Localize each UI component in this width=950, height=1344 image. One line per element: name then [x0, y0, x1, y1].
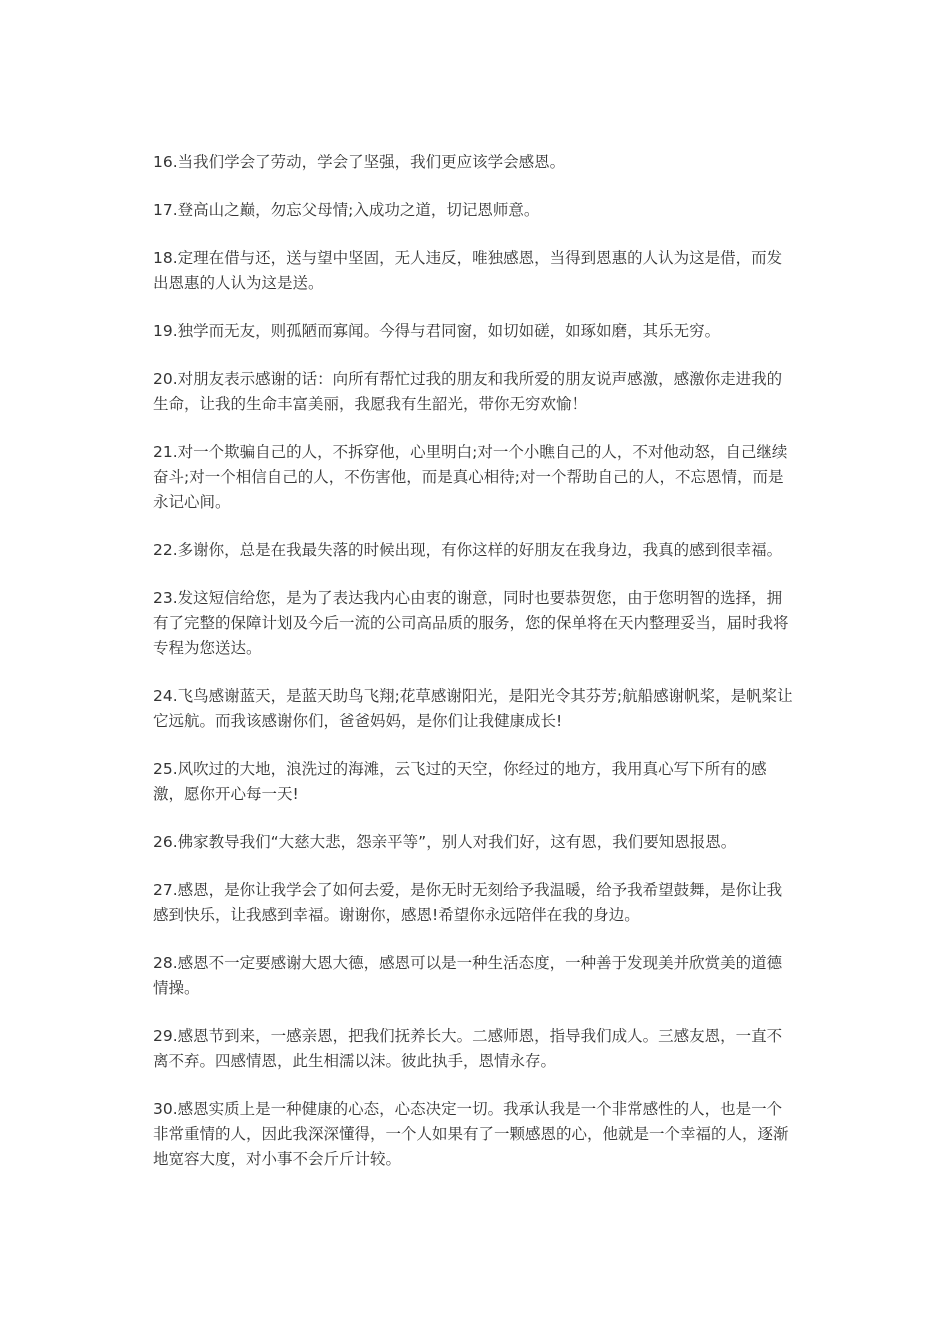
paragraph-29: 29.感恩节到来，一感亲恩，把我们抚养长大。二感师恩，指导我们成人。三感友恩，一直不离不弃。四感情恩，此生相濡以沫。彼此执手，恩情永存。	[153, 1027, 783, 1070]
document-page	[153, 150, 796, 1195]
paragraph-25: 25.风吹过的大地，浪洗过的海滩，云飞过的天空，你经过的地方，我用真心写下所有的感激，愿你开心每一天!	[153, 760, 767, 803]
paragraph-20: 20.对朋友表示感谢的话：向所有帮忙过我的朋友和我所爱的朋友说声感激，感激你走进我的生命，让我的生命丰富美丽，我愿我有生韶光，带你无穷欢愉！	[153, 370, 783, 413]
paragraph-17: 17.登高山之巅，勿忘父母情;入成功之道，切记恩师意。	[153, 201, 540, 219]
paragraph-21: 21.对一个欺骗自己的人，不拆穿他，心里明白;对一个小瞧自己的人，不对他动怒，自己继续奋斗;对一个相信自己的人，不伤害他，而是真心相待;对一个帮助自己的人，不忘恩情，而是永记心间。	[153, 443, 788, 511]
paragraph-16: 16.当我们学会了劳动，学会了坚强，我们更应该学会感恩。	[153, 153, 566, 171]
paragraph-27: 27.感恩，是你让我学会了如何去爱，是你无时无刻给予我温暖，给予我希望鼓舞，是你让我感到快乐，让我感到幸福。谢谢你，感恩!希望你永远陪伴在我的身边。	[153, 881, 783, 924]
paragraph-22: 22.多谢你，总是在我最失落的时候出现，有你这样的好朋友在我身边，我真的感到很幸福。	[153, 541, 783, 559]
paragraph-28: 28.感恩不一定要感谢大恩大德，感恩可以是一种生活态度，一种善于发现美并欣赏美的道德情操。	[153, 954, 783, 997]
paragraph-19: 19.独学而无友，则孤陋而寡闻。今得与君同窗，如切如磋，如琢如磨，其乐无穷。	[153, 322, 721, 340]
paragraph-23: 23.发这短信给您，是为了表达我内心由衷的谢意，同时也要恭贺您，由于您明智的选择，拥有了完整的保障计划及今后一流的公司高品质的服务，您的保单将在天内整理妥当，届时我将专程为您送达。	[153, 589, 789, 657]
paragraph-26: 26.佛家教导我们“大慈大悲，怨亲平等”，别人对我们好，这有恩，我们要知恩报恩。	[153, 833, 737, 851]
paragraph-30: 30.感恩实质上是一种健康的心态，心态决定一切。我承认我是一个非常感性的人，也是一个非常重情的人，因此我深深懂得，一个人如果有了一颗感恩的心，他就是一个幸福的人，逐渐地宽容大度，对小事不会斤斤计较。	[153, 1100, 789, 1168]
paragraph-24: 24.飞鸟感谢蓝天，是蓝天助鸟飞翔;花草感谢阳光，是阳光令其芬芳;航船感谢帆桨，是帆桨让它远航。而我该感谢你们，爸爸妈妈，是你们让我健康成长!	[153, 687, 793, 730]
paragraph-18: 18.定理在借与还，送与望中坚固，无人违反，唯独感恩，当得到恩惠的人认为这是借，而发出恩惠的人认为这是送。	[153, 249, 783, 292]
